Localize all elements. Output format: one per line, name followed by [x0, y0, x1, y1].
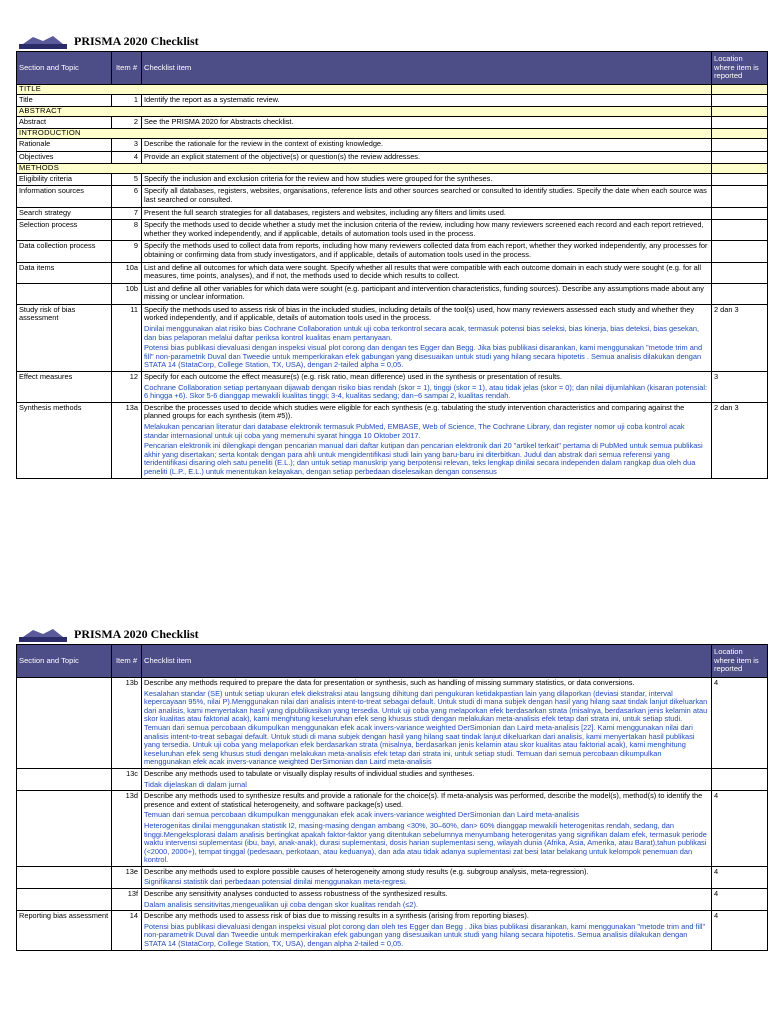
checklist-row — [17, 207, 768, 220]
item-number: 1 — [112, 94, 142, 107]
section-topic: Data collection process — [17, 241, 112, 262]
location-reported — [712, 768, 768, 790]
section-topic: Synthesis methods — [17, 402, 112, 478]
page-title: PRISMA 2020 Checklist — [74, 627, 199, 641]
location-reported — [712, 207, 768, 220]
location-reported: 4 — [712, 866, 768, 888]
prisma-logo-icon — [19, 35, 67, 49]
section-location-cell — [712, 85, 768, 95]
location-reported — [712, 220, 768, 241]
checklist-page-2 — [16, 626, 767, 951]
column-header-checklist: Checklist item — [142, 645, 712, 678]
page-header — [16, 33, 767, 51]
checklist-row — [17, 402, 768, 478]
item-number: 12 — [112, 372, 142, 403]
checklist-row — [17, 283, 768, 304]
column-header-section: Section and Topic — [17, 645, 112, 678]
column-header-checklist: Checklist item — [142, 52, 712, 85]
checklist-item-cell — [142, 911, 712, 950]
section-label: TITLE — [17, 85, 712, 95]
section-topic: Effect measures — [17, 372, 112, 403]
section-topic: Data items — [17, 262, 112, 283]
item-number: 7 — [112, 207, 142, 220]
location-reported: 4 — [712, 889, 768, 911]
section-label: METHODS — [17, 164, 712, 174]
item-number: 13f — [112, 889, 142, 911]
checklist-row — [17, 220, 768, 241]
location-reported — [712, 283, 768, 304]
checklist-item-cell — [142, 173, 712, 186]
checklist-item-cell — [142, 151, 712, 164]
item-number: 11 — [112, 304, 142, 371]
reviewer-note: Heterogenitas dinilai menggunakan statistik I2, masing-masing dengan ambang <30%, 30–60%, dan> 60% dianggap mewakili heterogenitas rendah, sedang, dan tinggi.Mengeksplorasi dalam analisis bertingkat apakah faktor-faktor yang ditentukan sebelumnya menyumbang heterogenitas yang signifikan dalam efek, termasuk periode waktu intervensi suplementasi (ibu, bayi, anak-anak), durasi suplementasi, dosis harian suplementasi seng, wilayah dunia (Afrika, Asia, Amerika, atau Barat),tahun publikasi (<2000, 2000+), tempat tinggal (pedesaan, perkotaan, atau keduanya), dan ada atau tidak adanya suplementasi zat besi latar belakang untuk kelompok penemuan dan kontrol. — [144, 820, 707, 865]
section-location-cell — [712, 107, 768, 117]
section-row — [17, 164, 768, 174]
location-reported — [712, 151, 768, 164]
section-topic — [17, 889, 112, 911]
location-reported — [712, 186, 768, 207]
section-label: INTRODUCTION — [17, 129, 712, 139]
location-reported — [712, 116, 768, 129]
checklist-item-text: Identify the report as a systematic review. — [144, 94, 280, 104]
checklist-row — [17, 304, 768, 371]
section-topic: Title — [17, 94, 112, 107]
section-topic — [17, 678, 112, 769]
item-number: 9 — [112, 241, 142, 262]
checklist-row — [17, 372, 768, 403]
checklist-item-text: Describe any methods used to assess risk of bias due to missing results in a synthesis (arising from reporting biases). — [144, 911, 529, 921]
checklist-item-cell — [142, 116, 712, 129]
column-header-item: Item # — [112, 645, 142, 678]
section-topic: Selection process — [17, 220, 112, 241]
location-reported: 2 dan 3 — [712, 402, 768, 478]
checklist-item-cell — [142, 94, 712, 107]
reviewer-note: Pencarian elektronik ini dilengkapi dengan pencarian manual dari daftar kutipan dan pencarian elektronik dari 20 "artikel terkait" pertama di PubMed untuk semua publikasi akhir yang disertakan; serta kontak dengan para ahli untuk mengidentifikasi studi lain yang baru-baru ini diterbitkan. Judul dan abstrak dari semua referensi yang teridentifikasi disaring oleh satu peneliti (E.L.); dan untuk setiap manuskrip yang berpotensi relevan, teks lengkap dinilai secara independen dalam rangkap dua oleh dua peneliti (L.P., E.L.) untuk menentukan kelayakan, dengan setiap perbedaan diselesaikan dengan consensus — [144, 441, 703, 476]
item-number: 10b — [112, 283, 142, 304]
section-topic — [17, 283, 112, 304]
section-label: ABSTRACT — [17, 107, 712, 117]
checklist-item-text: Specify the inclusion and exclusion criteria for the review and how studies were grouped for the syntheses. — [144, 173, 493, 183]
reviewer-note: Kesalahan standar (SE) untuk setiap ukuran efek diekstraksi atau langsung dihitung dari pengukuran ketidakpastian lain yang dilaporkan (deviasi standar, interval kepercayaan 95%, nilai P).Menggunakan nilai dari analisis intent-to-treat sebagai default. Untuk studi di mana subjek dengan hasil yang hilang saat tindak lanjut dikeluarkan dari analisis, kami menyertakan hasil yang dipublikasikan yang tersedia. Untuk uji coba yang melaporkan efek berdasarkan strata (misalnya, berdasarkan jenis kelamin atau skor kualitas atau faktorial acak), kami menghitung keseluruhan efek seng khusus studi dengan melakukan meta-analisis efek tetap dari strata ini, untuk setiap studi. Temuan dari semua percobaan dikumpulkan menggunakan efek acak invers-variance weighted DerSimonian dan Laird meta-analisis [22]. Kami menggunakan nilai dari analisis intent-to-treat sebagai default. Untuk studi di mana subjek dengan hasil yang hilang saat tindak lanjut dikeluarkan dari analisis, kami menyertakan hasil publikasi yang tersedia. Untuk uji coba yang melaporkan efek berdasarkan strata (misalnya, berdasarkan jenis kelamin atau skor kualitas atau faktorial acak), kami menghitung keseluruhan efek seng khusus studi dengan melakukan meta-analisis efek tetap dari strata ini, untuk setiap studi. Temuan dari semua percobaan dikumpulkan menggunakan efek acak invers-variance weighted DerSimonian dan Laird meta-analisis — [144, 688, 708, 767]
checklist-row — [17, 262, 768, 283]
section-topic: Reporting bias assessment — [17, 911, 112, 950]
checklist-row — [17, 768, 768, 790]
section-row — [17, 85, 768, 95]
section-topic — [17, 768, 112, 790]
item-number: 13b — [112, 678, 142, 769]
reviewer-note: Dinilai menggunakan alat risiko bias Cochrane Collaboration untuk uji coba terkontrol secara acak, termasuk potensi bias seleksi, bias kinerja, bias deteksi, bias gesekan, dan bias pelaporan melalui daftar periksa kontrol kualitas enam pertanyaan. — [144, 324, 700, 342]
location-reported — [712, 262, 768, 283]
section-topic — [17, 791, 112, 867]
item-number: 2 — [112, 116, 142, 129]
checklist-item-cell — [142, 402, 712, 478]
checklist-item-cell — [142, 241, 712, 262]
reviewer-note: Melakukan pencarian literatur dari database elektronik termasuk PubMed, EMBASE, Web of Science, The Cochrane Library, dan register nomor uji coba kontrol acak standar internasional untuk uji coba yang memenuhi syarat hingga 10 Oktober 2017. — [144, 422, 685, 440]
checklist-row — [17, 241, 768, 262]
checklist-item-text: Specify all databases, registers, websites, organisations, reference lists and other sources searched or consulted to identify studies. Specify the date when each source was last searched or consulted. — [144, 186, 707, 204]
prisma-logo-icon — [19, 628, 67, 642]
reviewer-note: Dalam analisis sensitivitas,mengeualikan uji coba dengan skor kualitas rendah (≤2). — [144, 899, 418, 909]
checklist-item-text: See the PRISMA 2020 for Abstracts checklist. — [144, 116, 294, 126]
checklist-item-cell — [142, 866, 712, 888]
section-topic: Study risk of bias assessment — [17, 304, 112, 371]
section-location-cell — [712, 129, 768, 139]
reviewer-note: Signifikansi statistik dari perbedaan potensial dinilai menggunakan meta-regresi. — [144, 877, 407, 887]
checklist-item-text: Provide an explicit statement of the objective(s) or question(s) the review addresses. — [144, 151, 421, 161]
page-header — [16, 626, 767, 644]
checklist-item-cell — [142, 138, 712, 151]
section-topic: Information sources — [17, 186, 112, 207]
checklist-row — [17, 791, 768, 867]
checklist-item-cell — [142, 220, 712, 241]
item-number: 13a — [112, 402, 142, 478]
checklist-item-cell — [142, 678, 712, 769]
checklist-item-text: Describe any methods used to tabulate or visually display results of individual studies and syntheses. — [144, 768, 475, 778]
item-number: 6 — [112, 186, 142, 207]
checklist-item-text: List and define all outcomes for which data were sought. Specify whether all results that were compatible with each outcome domain in each study were sought (e.g. for all measures, time points, analyses), and if not, the methods used to decide which results to collect. — [144, 262, 702, 281]
section-topic: Abstract — [17, 116, 112, 129]
checklist-item-text: List and define all other variables for which data were sought (e.g. participant and intervention characteristics, funding sources). Describe any assumptions made about any missing or unclear information. — [144, 283, 704, 302]
location-reported: 2 dan 3 — [712, 304, 768, 371]
checklist-item-text: Describe any methods used to explore possible causes of heterogeneity among study results (e.g. subgroup analysis, meta-regression). — [144, 866, 589, 876]
checklist-table — [16, 644, 768, 951]
location-reported — [712, 94, 768, 107]
location-reported — [712, 241, 768, 262]
checklist-item-cell — [142, 791, 712, 867]
section-topic: Rationale — [17, 138, 112, 151]
checklist-item-cell — [142, 262, 712, 283]
checklist-row — [17, 866, 768, 888]
checklist-row — [17, 186, 768, 207]
checklist-row — [17, 911, 768, 950]
reviewer-note: Cochrane Collaboration setiap pertanyaan dijawab dengan risiko bias rendah (skor = 1), tinggi (skor = 1), atau tidak jelas (skor = 0); dan nilai dijumlahkan (kisaran potensial: 6 hingga +6). Skor 5-6 dianggap mewakili kualitas tinggi; 3-4, kualitas sedang; dan−6 sampai 2, kualitas rendah. — [144, 382, 708, 401]
item-number: 13c — [112, 768, 142, 790]
section-topic: Eligibility criteria — [17, 173, 112, 186]
location-reported: 4 — [712, 791, 768, 867]
checklist-row — [17, 889, 768, 911]
reviewer-note: Tidak dijelaskan di dalam jurnal — [144, 779, 247, 789]
location-reported — [712, 173, 768, 186]
checklist-item-text: Describe any methods required to prepare the data for presentation or synthesis, such as handling of missing summary statistics, or data conversions. — [144, 678, 635, 687]
table-header-row — [17, 645, 768, 678]
checklist-page-1 — [16, 33, 767, 479]
checklist-item-text: Describe any sensitivity analyses conducted to assess robustness of the synthesized results. — [144, 889, 448, 899]
checklist-row — [17, 116, 768, 129]
item-number: 14 — [112, 911, 142, 950]
section-topic — [17, 866, 112, 888]
section-row — [17, 129, 768, 139]
checklist-row — [17, 138, 768, 151]
location-reported: 4 — [712, 911, 768, 950]
checklist-item-cell — [142, 889, 712, 911]
location-reported: 4 — [712, 678, 768, 769]
table-header-row — [17, 52, 768, 85]
location-reported — [712, 138, 768, 151]
column-header-location: Location where item is reported — [712, 645, 768, 678]
checklist-item-text: Describe the processes used to decide which studies were eligible for each synthesis (e.g. tabulating the study intervention characteristics and comparing against the planned groups for each synthesis (item #5)). — [144, 402, 685, 421]
checklist-row — [17, 173, 768, 186]
page-title: PRISMA 2020 Checklist — [74, 34, 199, 48]
checklist-item-cell — [142, 304, 712, 371]
checklist-row — [17, 678, 768, 769]
reviewer-note: Potensi bias publikasi dievaluasi dengan inspeksi visual plot corong dan oleh tes Egger dan Begg . Jika bias publikasi disarankan, kami menggunakan "metode trim and fill" non-parametrik Duval dan Tweedie untuk memperkirakan efek gabungan yang disesuaikan untuk studi yang hilang secara hipotetis. Semua analisis dilakukan dengan STATA 14 (StataCorp, College Station, TX, USA), dengan alpha 2-tailed = 0,05. — [144, 921, 706, 949]
checklist-item-text: Specify for each outcome the effect measure(s) (e.g. risk ratio, mean difference) used in the synthesis or presentation of results. — [144, 372, 562, 382]
checklist-item-text: Specify the methods used to assess risk of bias in the included studies, including details of the tool(s) used, how many reviewers assessed each study and whether they worked independently, and if applicable, details of automation tools used in the process. — [144, 304, 695, 323]
item-number: 10a — [112, 262, 142, 283]
item-number: 8 — [112, 220, 142, 241]
checklist-item-cell — [142, 283, 712, 304]
checklist-row — [17, 151, 768, 164]
checklist-item-text: Specify the methods used to decide whether a study met the inclusion criteria of the review, including how many reviewers screened each record and each report retrieved, whether they worked independently, and if applicable, details of automation tools used in the process. — [144, 220, 704, 238]
reviewer-note: Temuan dari semua percobaan dikumpulkan menggunakan efek acak invers-variance weighted DerSimonian dan Laird meta-analisis — [144, 810, 580, 820]
item-number: 5 — [112, 173, 142, 186]
checklist-item-text: Describe any methods used to synthesize results and provide a rationale for the choice(s). If meta-analysis was performed, describe the model(s), method(s) to identify the presence and extent of statistical heterogeneity, and software package(s) used. — [144, 791, 703, 809]
checklist-item-cell — [142, 186, 712, 207]
section-topic: Objectives — [17, 151, 112, 164]
column-header-location: Location where item is reported — [712, 52, 768, 85]
column-header-item: Item # — [112, 52, 142, 85]
checklist-row — [17, 94, 768, 107]
checklist-table — [16, 51, 768, 479]
item-number: 13e — [112, 866, 142, 888]
column-header-section: Section and Topic — [17, 52, 112, 85]
checklist-item-cell — [142, 372, 712, 403]
section-topic: Search strategy — [17, 207, 112, 220]
checklist-item-cell — [142, 207, 712, 220]
item-number: 13d — [112, 791, 142, 867]
reviewer-note: Potensi bias publikasi dievaluasi dengan inspeksi visual plot corong dan dengan tes Egger dan Begg. Jika bias publikasi disarankan, kami menggunakan "metode trim and fill" non-parametrik Duval dan Tweedie untuk memperkirakan efek gabungan yang disesuaikan untuk studi yang hilang secara hipotetis . Semua analisis dilakukan dengan STATA 14 (StataCorp, College Station, TX, USA), dengan 2-tailed alpha = 0,05. — [144, 343, 703, 370]
checklist-item-text: Specify the methods used to collect data from reports, including how many reviewers collected data from each report, whether they worked independently, any processes for obtaining or confirming data from study investigators, and if applicable, details of automation tools used in the process. — [144, 241, 708, 259]
location-reported: 3 — [712, 372, 768, 403]
section-location-cell — [712, 164, 768, 174]
checklist-item-text: Present the full search strategies for all databases, registers and websites, including any filters and limits used. — [144, 207, 506, 217]
checklist-item-text: Describe the rationale for the review in the context of existing knowledge. — [144, 138, 384, 148]
item-number: 4 — [112, 151, 142, 164]
item-number: 3 — [112, 138, 142, 151]
section-row — [17, 107, 768, 117]
checklist-item-cell — [142, 768, 712, 790]
